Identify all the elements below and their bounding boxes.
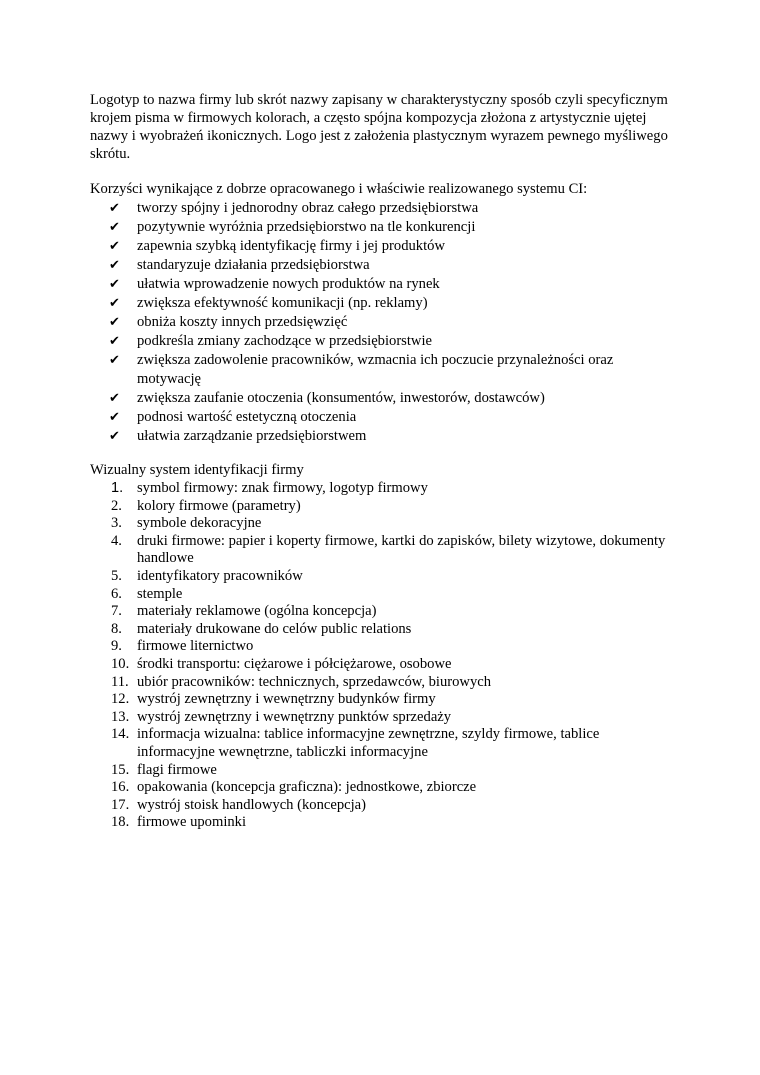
item-number: 8.: [111, 620, 122, 637]
checkmark-icon: ✔: [109, 334, 120, 349]
visual-system-item: [90, 814, 680, 832]
item-number: 16.: [111, 779, 130, 796]
benefit-item: [90, 237, 680, 256]
item-number: 3.: [111, 515, 122, 532]
item-text: firmowe liternictwo: [137, 638, 254, 655]
benefit-text: ułatwia wprowadzenie nowych produktów na rynek: [137, 276, 440, 292]
item-number: 9.: [111, 638, 122, 655]
item-text: symbol firmowy: znak firmowy, logotyp firmowy: [137, 480, 428, 496]
visual-system-item: [90, 674, 680, 692]
item-text: opakowania (koncepcja graficzna): jednostkowe, zbiorcze: [137, 779, 477, 796]
item-number: 1.: [111, 480, 124, 496]
item-number: 11.: [111, 673, 129, 690]
item-number: 14.: [111, 726, 130, 743]
item-number: 12.: [111, 691, 130, 708]
benefit-text: obniża koszty innych przedsięwzięć: [137, 314, 348, 330]
item-text: firmowe upominki: [137, 814, 247, 831]
checkmark-icon: ✔: [109, 220, 120, 235]
benefit-text: zapewnia szybką identyfikację firmy i jej produktów: [137, 238, 445, 254]
visual-system-item: [90, 498, 680, 516]
benefit-text: tworzy spójny i jednorodny obraz całego przedsiębiorstwa: [137, 200, 479, 216]
benefits-list: [90, 199, 680, 446]
benefit-text: standaryzuje działania przedsiębiorstwa: [137, 257, 370, 273]
visual-system-item: [90, 603, 680, 621]
intro-section: [90, 91, 680, 163]
visual-system-item: [90, 656, 680, 674]
item-text: informacja wizualna: tablice informacyjne zewnętrzne, szyldy firmowe, tablice informacyjne wewnętrzne, tabliczki informacyjne: [137, 726, 600, 760]
item-number: 10.: [111, 655, 130, 672]
checkmark-icon: ✔: [109, 296, 120, 311]
item-number: 2.: [111, 497, 122, 514]
item-number: 15.: [111, 761, 130, 778]
benefit-item: [90, 313, 680, 332]
benefit-item: [90, 275, 680, 294]
checkmark-icon: ✔: [109, 201, 120, 216]
benefits-section: [90, 180, 680, 446]
benefit-text: zwiększa zaufanie otoczenia (konsumentów, inwestorów, dostawców): [137, 390, 545, 406]
item-number: 18.: [111, 814, 130, 831]
visual-system-item: [90, 709, 680, 727]
item-text: materiały reklamowe (ogólna koncepcja): [137, 603, 377, 620]
benefit-item: [90, 199, 680, 218]
checkmark-icon: ✔: [109, 410, 120, 425]
item-text: druki firmowe: papier i koperty firmowe, kartki do zapisków, bilety wizytowe, dokumenty handlowe: [137, 532, 666, 567]
item-text: wystrój zewnętrzny i wewnętrzny punktów sprzedaży: [137, 708, 452, 725]
item-text: materiały drukowane do celów public relations: [137, 620, 412, 637]
checkmark-icon: ✔: [109, 277, 120, 292]
item-text: identyfikatory pracowników: [137, 567, 303, 584]
item-number: 13.: [111, 708, 130, 725]
benefit-item: [90, 427, 680, 446]
benefit-text: podnosi wartość estetyczną otoczenia: [137, 409, 357, 425]
benefit-item: [90, 408, 680, 427]
benefits-heading: Korzyści wynikające z dobrze opracowanego i właściwie realizowanego systemu CI:: [90, 181, 588, 197]
visual-system-item: [90, 797, 680, 815]
checkmark-icon: ✔: [109, 391, 120, 406]
visual-system-item: [90, 621, 680, 639]
intro-paragraph: Logotyp to nazwa firmy lub skrót nazwy zapisany w charakterystyczny sposób czyli specyficznym krojem pisma w firmowych kolorach, a często spójna kompozycja złożona z artystycznie ujętej nazwy i wyobrażeń ikonicznych. Logo jest z założenia plastycznym wyrazem pewnego myśliwego skrótu.: [90, 92, 668, 162]
visual-system-item: [90, 726, 680, 761]
benefit-text: pozytywnie wyróżnia przedsiębiorstwo na tle konkurencji: [137, 219, 476, 235]
benefit-text: podkreśla zmiany zachodzące w przedsiębiorstwie: [137, 333, 432, 349]
visual-system-item: [90, 568, 680, 586]
visual-system-heading: Wizualny system identyfikacji firmy: [90, 462, 304, 478]
item-text: ubiór pracowników: technicznych, sprzedawców, biurowych: [137, 673, 492, 690]
item-text: środki transportu: ciężarowe i półciężarowe, osobowe: [137, 655, 452, 672]
checkmark-icon: ✔: [109, 315, 120, 330]
benefit-item: [90, 294, 680, 313]
visual-system-item: [90, 638, 680, 656]
item-number: 17.: [111, 796, 130, 813]
benefit-text: ułatwia zarządzanie przedsiębiorstwem: [137, 428, 367, 444]
item-number: 5.: [111, 567, 122, 584]
benefit-item: [90, 218, 680, 237]
benefit-item: [90, 351, 680, 389]
checkmark-icon: ✔: [109, 429, 120, 444]
benefit-item: [90, 256, 680, 275]
visual-system-item: [90, 515, 680, 533]
visual-system-item: [90, 586, 680, 604]
visual-system-section: [90, 461, 680, 832]
visual-system-item: [90, 762, 680, 780]
item-number: 4.: [111, 532, 122, 549]
checkmark-icon: ✔: [109, 239, 120, 254]
visual-system-item: [90, 779, 680, 797]
visual-system-item: [90, 533, 680, 568]
item-text: wystrój stoisk handlowych (koncepcja): [137, 796, 366, 813]
item-number: 7.: [111, 603, 122, 620]
visual-system-item: [90, 480, 680, 498]
benefit-text: zwiększa efektywność komunikacji (np. reklamy): [137, 295, 428, 311]
item-text: kolory firmowe (parametry): [137, 497, 301, 514]
item-text: wystrój zewnętrzny i wewnętrzny budynków firmy: [137, 691, 436, 708]
visual-system-list: [90, 480, 680, 832]
item-text: flagi firmowe: [137, 761, 217, 778]
checkmark-icon: ✔: [109, 353, 120, 368]
item-text: symbole dekoracyjne: [137, 515, 262, 532]
benefit-item: [90, 332, 680, 351]
benefit-item: [90, 389, 680, 408]
item-number: 6.: [111, 585, 122, 602]
item-text: stemple: [137, 585, 183, 602]
checkmark-icon: ✔: [109, 258, 120, 273]
visual-system-item: [90, 691, 680, 709]
benefit-text: zwiększa zadowolenie pracowników, wzmacnia ich poczucie przynależności oraz motywację: [137, 352, 614, 387]
